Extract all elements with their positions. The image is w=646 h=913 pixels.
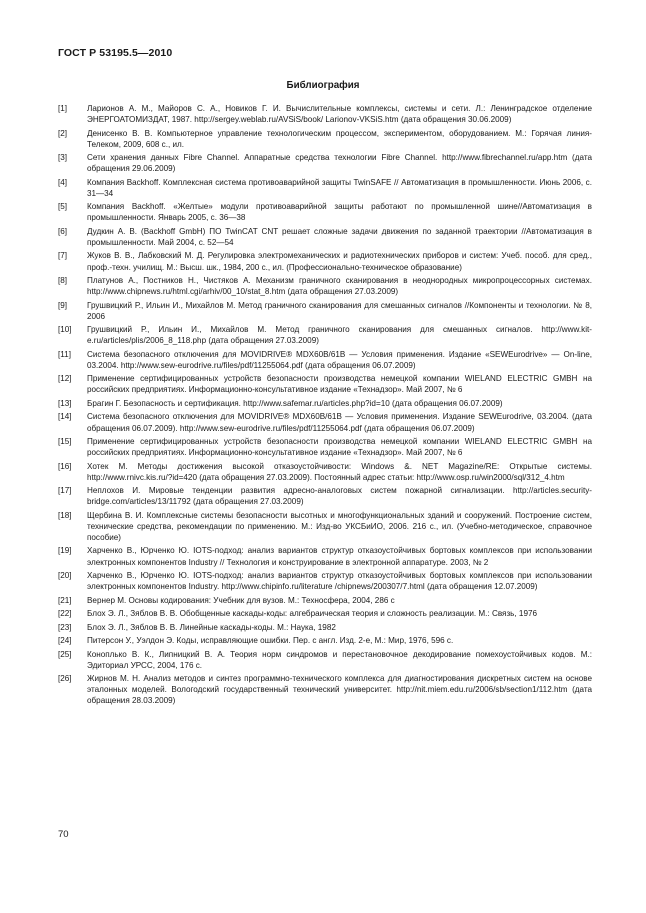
- reference-item: [58, 275, 592, 297]
- reference-item: [58, 608, 592, 619]
- reference-item: [58, 673, 592, 706]
- reference-number: [18]: [58, 510, 72, 520]
- reference-number: [10]: [58, 325, 72, 335]
- reference-item: [58, 152, 592, 174]
- reference-text: Неплохов И. Мировые тенденции развития адресно-аналоговых систем пожарной сигнализации. http://articles.security-bridge.com/articles/13/11792 (дата обращения 27.03.2009): [87, 486, 592, 507]
- reference-item: [58, 349, 592, 371]
- reference-number: [12]: [58, 374, 72, 384]
- reference-item: [58, 622, 592, 633]
- reference-number: [19]: [58, 546, 72, 556]
- reference-item: [58, 398, 592, 409]
- reference-number: [8]: [58, 276, 68, 286]
- reference-number: [22]: [58, 609, 72, 619]
- reference-text: Блох Э. Л., Зяблов В. В. Обобщенные каскады-коды: алгебраическая теория и сложность реализации. М.: Связь, 1976: [87, 609, 537, 619]
- reference-text: Применение сертифицированных устройств безопасности производства немецкой компании WIELAND ELECTRIC GMBH на российских предприятиях. Информационно-консультативное издание «Технадзор». Май 2007, № 6: [87, 374, 592, 395]
- reference-text: Компания Backhoff. «Желтые» модули противоаварийной защиты работают по промышленной шине//Автоматизация в промышленности. Январь 2005, с. 36—38: [87, 202, 592, 223]
- reference-number: [9]: [58, 300, 68, 310]
- reference-item: [58, 649, 592, 671]
- reference-number: [23]: [58, 622, 72, 632]
- reference-item: [58, 103, 592, 125]
- reference-text: Сети хранения данных Fibre Channel. Аппаратные средства технологии Fibre Channel. http://www.fibrechannel.ru/app.htm (дата обращения 29.06.2009): [87, 153, 592, 174]
- reference-text: Харченко В., Юрченко Ю. IOTS-подход: анализ вариантов структур отказоустойчивых бортовых комплексов при использовании электронных компонентов Industry // Технология и конструирование в электронной аппаратуре. 2003, № 2: [87, 546, 592, 567]
- reference-text: Хотек М. Методы достижения высокой отказоустойчивости: Windows &. NET Magazine/RE: Открытые системы. http://www.rnivc.kis.ru/?id=420 (дата обращения 27.03.2009). Постоянный адрес статьи: http://www.osp.ru/win2000/sql/312_4.htm: [87, 461, 592, 482]
- reference-text: Коноплько В. К., Липницкий В. А. Теория норм синдромов и перестановочное декодирование помехоустойчивых кодов. М.: Эдиториал УРСС, 2004, 176 с.: [87, 649, 592, 670]
- reference-number: [2]: [58, 128, 68, 138]
- reference-text: Денисенко В. В. Компьютерное управление технологическим процессом, экспериментом, оборудованием. М.: Горячая линия-Телеком, 2009, 608 с., ил.: [87, 128, 592, 149]
- reference-text: Система безопасного отключения для MOVIDRIVE® MDX60B/61B — Условия применения. Издание SEWEurodrive, 03.2004. (дата обращения 06.07.2009). http://www.sew-eurodrive.ru/files/pdf/11255064.pdf (дата обращения 06.07.2009): [87, 412, 592, 433]
- reference-item: [58, 373, 592, 395]
- reference-number: [6]: [58, 226, 68, 236]
- reference-number: [7]: [58, 251, 68, 261]
- reference-item: [58, 436, 592, 458]
- reference-text: Вернер М. Основы кодирования: Учебник для вузов. М.: Техносфера, 2004, 286 с: [87, 595, 395, 605]
- reference-item: [58, 461, 592, 483]
- reference-item: [58, 570, 592, 592]
- reference-text: Харченко В., Юрченко Ю. IOTS-подход: анализ вариантов структур отказоустойчивых бортовых комплексов при использовании электронных компонентов Industry. http://www.chipinfo.ru/literature /chipnews/200307/7.html (дата обращения 12.07.2009): [87, 570, 592, 592]
- reference-text: Система безопасного отключения для MOVIDRIVE® MDX60B/61B — Условия применения. Издание «SEWEurodrive» — On-line, 03.2004. http://www.sew-eurodrive.ru/files/pdf/11255064.pdf (дата обращения 06.07.2009): [87, 349, 592, 370]
- reference-item: [58, 595, 592, 606]
- reference-number: [17]: [58, 486, 72, 496]
- reference-text: Питерсон У., Уэлдон Э. Коды, исправляющие ошибки. Пер. с англ. Изд. 2-е, М.: Мир, 1976, 596 с.: [87, 636, 454, 646]
- reference-text: Жуков В. В., Лабковский М. Д. Регулировка электромеханических и радиотехнических приборов и систем: Учеб. пособ. для сред., проф.-техн. училищ. М.: Высш. шк., 1984, 200 с., ил. (Профессионально-техническое образование): [87, 251, 592, 272]
- page-number: 70: [58, 829, 69, 840]
- reference-number: [16]: [58, 461, 72, 471]
- reference-text: Брагин Г. Безопасность и сертификация. http://www.safemar.ru/articles.php?id=10 (дата обращения 06.07.2009): [87, 398, 503, 408]
- reference-item: [58, 201, 592, 223]
- reference-item: [58, 485, 592, 507]
- reference-number: [26]: [58, 674, 72, 684]
- reference-item: [58, 226, 592, 248]
- reference-text: Платунов А., Постников Н., Чистяков А. Механизм граничного сканирования в неоднородных микропроцессорных системах. http://www.chipnews.ru/html.cgi/arhiv/00_10/stat_8.htm (дата обращения 27.03.2009): [87, 276, 592, 297]
- reference-text: Блох Э. Л., Зяблов В. В. Линейные каскады-коды. М.: Наука, 1982: [87, 622, 336, 632]
- reference-text: Ларионов А. М., Майоров С. А., Новиков Г. И. Вычислительные комплексы, системы и сети. Л.: Ленинградское отделение ЭНЕРГОАТОМИЗДАТ, 1987. http://sergey.weblab.ru/AVSiS/book/ Larionov-VKSiS.htm (дата обращения 30.06.2009): [87, 104, 592, 125]
- reference-number: [25]: [58, 649, 72, 659]
- reference-text: Грушвицкий Р., Ильин И., Михайлов М. Метод граничного сканирования для смешанных сигналов //Компоненты и технологии. № 8, 2006: [87, 300, 592, 321]
- reference-number: [5]: [58, 202, 68, 212]
- reference-number: [24]: [58, 636, 72, 646]
- reference-list: [58, 103, 592, 709]
- reference-text: Жирнов М. Н. Анализ методов и синтез программно-технического комплекса для диагностирования дискретных систем на основе эталонных моделей. Вологодский государственный технический университет. http://nit.miem.edu.ru/2006/sb/section1/112.htm (дата обращения 28.03.2009): [87, 674, 592, 706]
- reference-text: Применение сертифицированных устройств безопасности производства немецкой компании WIELAND ELECTRIC GMBH на российских предприятиях. Информационно-консультативное издание «Технадзор». Май 2007, № 6: [87, 437, 592, 458]
- reference-item: [58, 411, 592, 433]
- reference-number: [20]: [58, 570, 72, 580]
- reference-number: [4]: [58, 177, 68, 187]
- reference-number: [14]: [58, 412, 72, 422]
- reference-item: [58, 300, 592, 322]
- reference-text: Компания Backhoff. Комплексная система противоаварийной защиты TwinSAFE // Автоматизация в промышленности. Июнь 2006, с. 31—34: [87, 177, 592, 198]
- reference-number: [15]: [58, 437, 72, 446]
- reference-number: [11]: [58, 349, 71, 359]
- reference-number: [1]: [58, 104, 68, 113]
- reference-number: [13]: [58, 398, 72, 408]
- reference-number: [21]: [58, 595, 72, 605]
- reference-text: Щербина В. И. Комплексные системы безопасности высотных и многофункциональных зданий и сооружений. Построение систем, технические средства, рекомендации по применению. М.: Изд-во УКСБиИО, 2006. 216 с., ил. (Учебно-методическое, справочное пособие): [87, 510, 592, 542]
- reference-text: Дудкин А. В. (Backhoff GmbH) ПО TwinCAT CNT решает сложные задачи движения по заданной траектории //Автоматизация в промышленности. Май 2004, с. 52—54: [87, 226, 592, 247]
- reference-text: Грушвицкий Р., Ильин И., Михайлов М. Метод граничного сканирования для смешанных сигналов. http://www.kit-e.ru/articles/plis/2006_8_118.php (дата обращения 27.03.2009): [87, 325, 592, 346]
- reference-item: [58, 635, 592, 646]
- reference-item: [58, 510, 592, 543]
- reference-item: [58, 324, 592, 346]
- reference-item: [58, 128, 592, 150]
- document-code: ГОСТ Р 53195.5—2010: [58, 47, 173, 59]
- reference-item: [58, 545, 592, 567]
- bibliography-title: Библиография: [286, 80, 360, 91]
- reference-number: [3]: [58, 153, 68, 163]
- reference-item: [58, 177, 592, 199]
- reference-item: [58, 250, 592, 272]
